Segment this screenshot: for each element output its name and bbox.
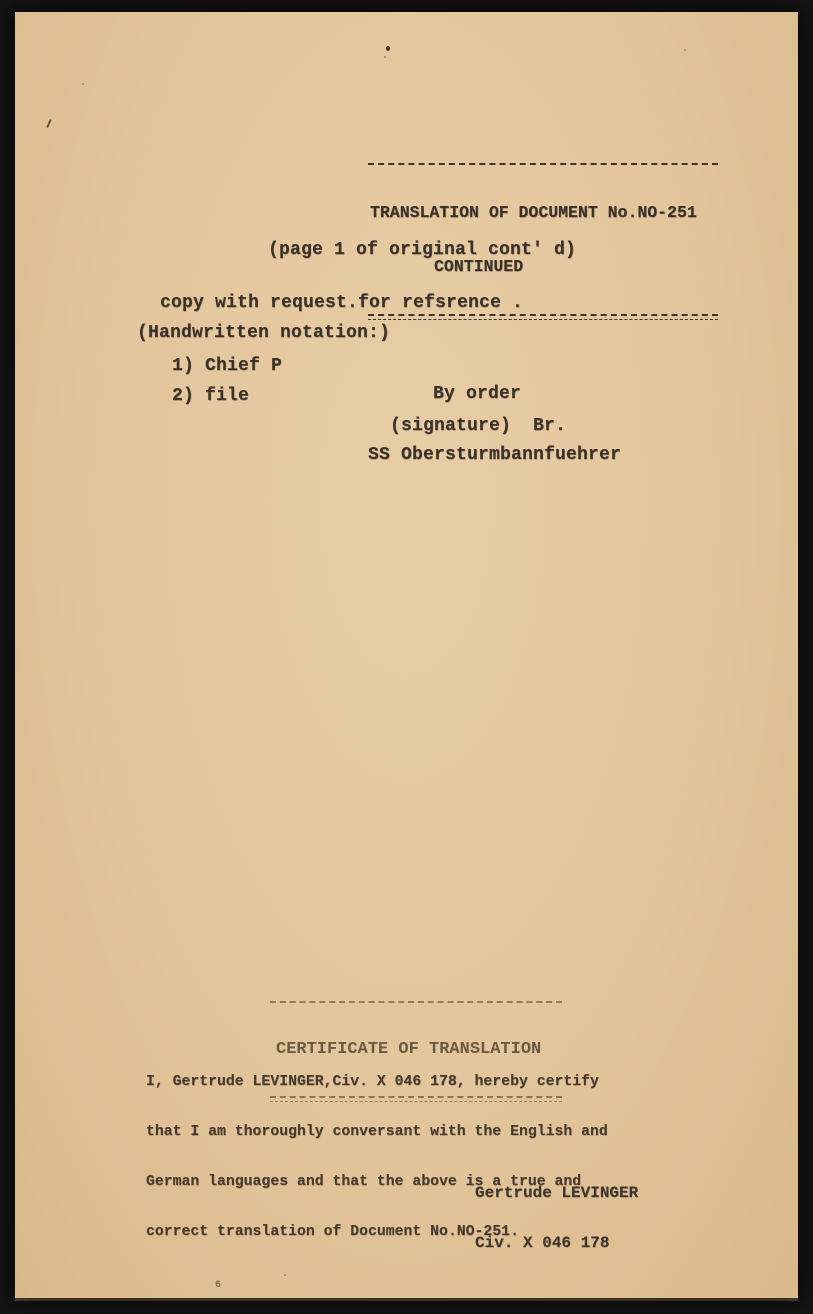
- list-item-1: 1) Chief P: [172, 356, 283, 376]
- signer-id: Civ. X 046 178: [475, 1233, 610, 1252]
- heading-continued: CONTINUED: [434, 257, 524, 276]
- certificate-title: CERTIFICATE OF TRANSLATION: [276, 1040, 542, 1059]
- document-page: [15, 12, 798, 1298]
- heading-title: TRANSLATION OF DOCUMENT No.NO-251: [370, 203, 697, 222]
- signer-name: Gertrude LEVINGER: [475, 1184, 639, 1202]
- certificate-text-line: correct translation of Document No.NO-251.: [146, 1223, 519, 1240]
- by-order-line: By order: [433, 384, 522, 404]
- signer-block: [475, 1152, 638, 1284]
- ink-speck: [684, 49, 686, 51]
- stray-mark: 6: [215, 1280, 222, 1291]
- heading-underline: [368, 314, 718, 320]
- certificate-text-line: that I am thoroughly conversant with the English and: [146, 1123, 608, 1140]
- body-line-copy: copy with request.for refsrence .: [160, 293, 524, 313]
- rank-line: SS Obersturmbannfuehrer: [368, 445, 622, 465]
- ink-speck: [46, 119, 51, 128]
- certificate-text-line: I, Gertrude LEVINGER,Civ. X 046 178, hereby certify: [146, 1074, 599, 1091]
- ink-speck: [384, 56, 386, 58]
- ink-speck: [82, 83, 84, 85]
- certificate-text-line: German languages and that the above is a true and: [146, 1173, 582, 1190]
- list-item-2: 2) file: [172, 386, 250, 406]
- body-line-notation: (Handwritten notation:): [137, 323, 391, 343]
- ink-speck: [386, 46, 390, 51]
- ink-speck: [284, 1274, 286, 1276]
- page-note: (page 1 of original cont' d): [268, 240, 577, 260]
- signature-line: (signature) Br.: [390, 416, 567, 436]
